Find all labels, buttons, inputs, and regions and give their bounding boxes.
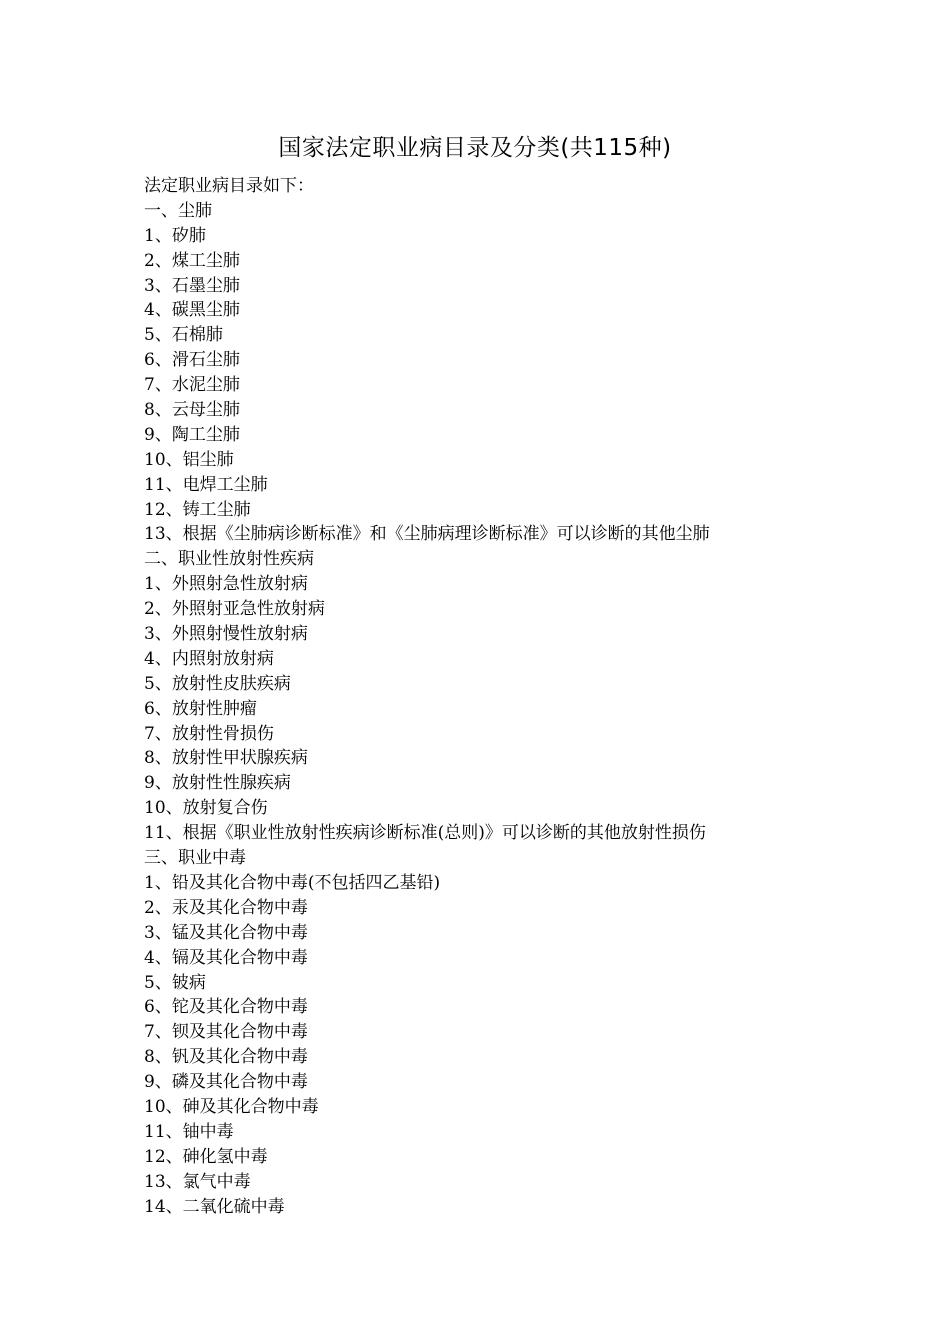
section-heading: 三、职业中毒 [144,848,246,869]
list-item: 10、砷及其化合物中毒 [144,1096,319,1117]
list-item: 10、放射复合伤 [144,798,268,819]
list-item: 2、煤工尘肺 [144,250,240,271]
list-item: 5、石棉肺 [144,325,223,346]
list-item: 6、滑石尘肺 [144,350,240,371]
list-item: 9、放射性性腺疾病 [144,773,291,794]
list-item: 13、氯气中毒 [144,1171,251,1192]
intro-line: 法定职业病目录如下： [144,176,314,196]
list-item: 6、放射性肿瘤 [144,698,257,719]
list-item: 11、根据《职业性放射性疾病诊断标准(总则)》可以诊断的其他放射性损伤 [144,823,706,844]
list-item: 4、碳黑尘肺 [144,300,240,321]
list-item: 4、内照射放射病 [144,648,274,669]
list-item: 14、二氧化硫中毒 [144,1196,285,1217]
section-heading: 一、尘肺 [144,200,212,221]
list-item: 5、放射性皮肤疾病 [144,673,291,694]
list-item: 6、铊及其化合物中毒 [144,997,308,1018]
list-item: 12、铸工尘肺 [144,499,251,520]
list-item: 3、锰及其化合物中毒 [144,922,308,943]
list-item: 8、放射性甲状腺疾病 [144,748,308,769]
list-item: 2、外照射亚急性放射病 [144,599,325,620]
list-item: 13、根据《尘肺病诊断标准》和《尘肺病理诊断标准》可以诊断的其他尘肺 [144,524,710,545]
list-item: 1、铅及其化合物中毒(不包括四乙基铅) [144,872,441,893]
list-item: 4、镉及其化合物中毒 [144,947,308,968]
list-item: 8、云母尘肺 [144,400,240,421]
list-item: 11、铀中毒 [144,1121,234,1142]
section-heading: 二、职业性放射性疾病 [144,549,314,570]
list-item: 8、钒及其化合物中毒 [144,1047,308,1068]
list-item: 3、外照射慢性放射病 [144,624,308,645]
list-item: 2、汞及其化合物中毒 [144,897,308,918]
list-item: 7、放射性骨损伤 [144,723,274,744]
list-item: 3、石墨尘肺 [144,275,240,296]
document-body [144,174,864,1219]
list-item: 5、铍病 [144,972,206,993]
list-item: 9、陶工尘肺 [144,424,240,445]
list-item: 1、矽肺 [144,225,206,246]
list-item: 1、外照射急性放射病 [144,574,308,595]
document-title: 国家法定职业病目录及分类(共115种) [278,135,672,161]
list-item: 10、铝尘肺 [144,449,234,470]
list-item: 7、水泥尘肺 [144,375,240,396]
list-item: 11、电焊工尘肺 [144,474,268,495]
list-item: 12、砷化氢中毒 [144,1146,268,1167]
list-item: 9、磷及其化合物中毒 [144,1072,308,1093]
list-item: 7、钡及其化合物中毒 [144,1022,308,1043]
